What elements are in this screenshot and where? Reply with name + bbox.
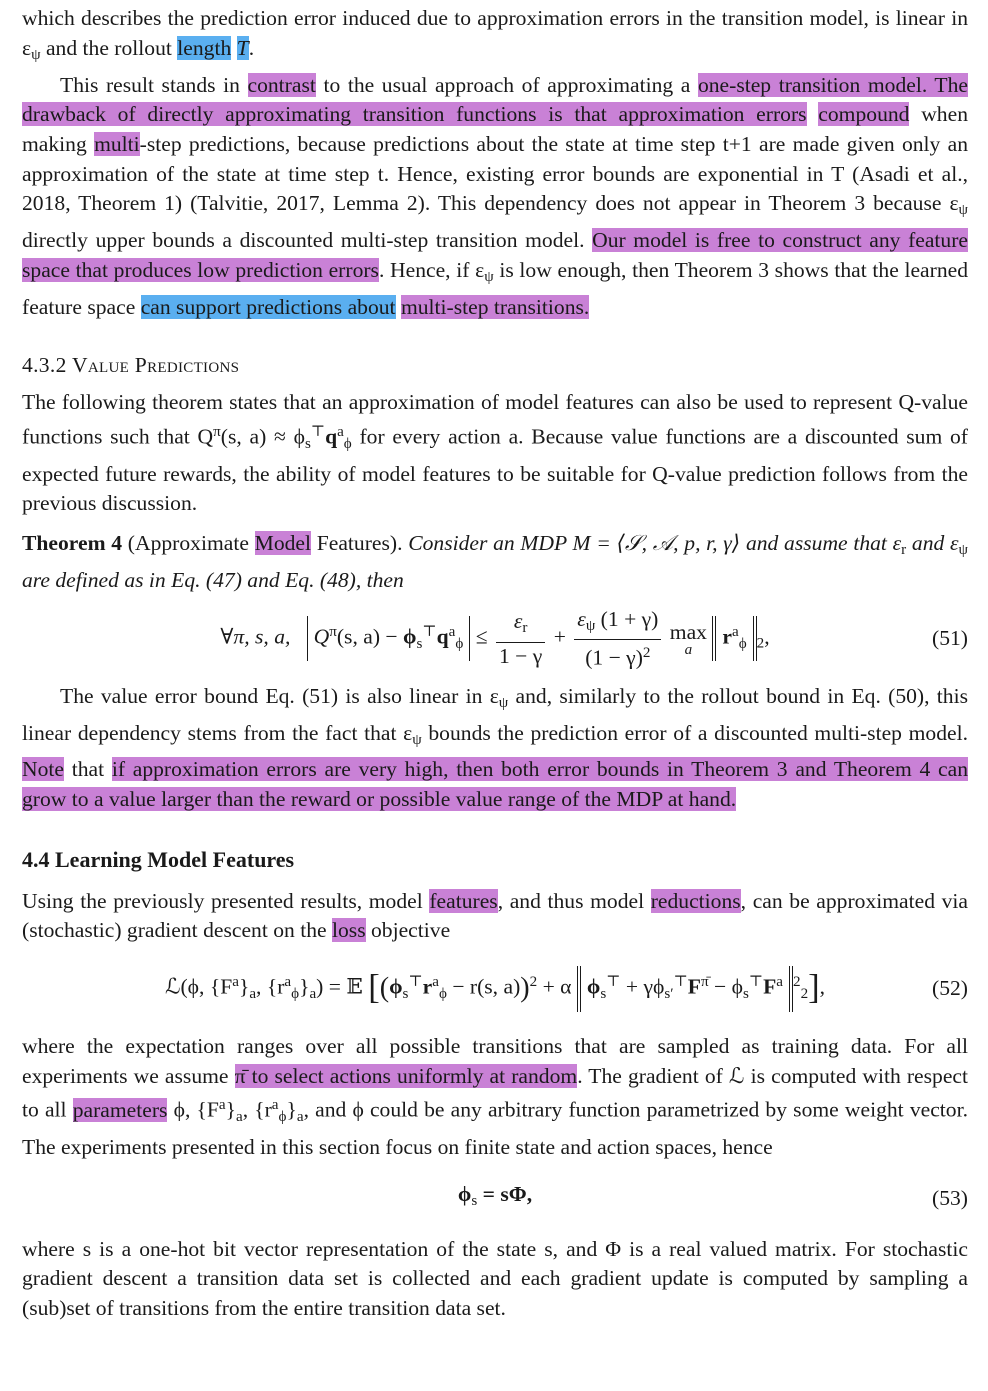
highlight-multi[interactable]: multi — [94, 132, 140, 157]
highlight-one-step[interactable]: one-step transition model. The drawback of directly approximating transition functions is that approximation errors — [22, 72, 968, 127]
highlight-loss[interactable]: loss — [332, 918, 366, 943]
paragraph-q-value: The following theorem states that an approximation of model features can also be used to represent Q-value functions such that $Q^\pi(s$, $a) \approx \phi_s^⊤q^a_\phi$ for every action a. Because value functions are a discounted sum of expected future rewards, the ability of model features to be suitable for Q-value prediction follows from the previous discussion. — [22, 390, 968, 516]
paragraph-expectation: where the expectation ranges over all possible transitions that are sampled as training data. For all experiments we assume π̄ to select actions uniformly at random. The gradient of ℒ is computed with respect to all parameters ϕ, $\{F^a\}_a$, $\{r^a_\phi\}_a$, and ϕ could be any arbitrary function parametrized by some weight vector. The experiments presented in this section focus on finite state and action spaces, hence — [22, 1033, 968, 1159]
highlight-parameters[interactable]: parameters — [72, 1097, 168, 1122]
highlight-uniform-policy[interactable]: π̄ to select actions uniformly at random — [234, 1063, 578, 1088]
equation-51: ∀π, s, a, $Q^\pi(s$, $a) - \phi_s^⊤q^a_\phi$ ≤ $\frac{\varepsilon_r}{1 - \gamma}$ + $\frac{\varepsilon_\psi (1 + \gamma)}{(1 - \gamma)^2}$ max a $r^a_\phi$ $_2$, (51) — [220, 607, 968, 670]
highlight-T[interactable]: T — [236, 35, 249, 60]
highlight-model[interactable]: Model — [254, 530, 312, 555]
abs-value: $Q^\pi(s$, $a) - \phi_s^⊤q^a_\phi$ — [307, 616, 471, 661]
paragraph-value-error: The value error bound Eq. (51) is also linear in $\varepsilon_\psi$ and, similarly to the rollout bound in Eq. (50), this linear dependency stems from the fact that $\varepsilon_\psi$ bounds the prediction error of a discounted multi-step model. Note that if approximation errors are very high, then both error bounds in Theorem 3 and Theorem 4 can grow to a value larger than the reward or possible value range of the MDP at hand. — [22, 683, 968, 812]
fraction-reward-error: $\frac{\varepsilon_r}{1 - \gamma}$ — [496, 608, 545, 668]
equation-53: $\phi_s = s\Phi$, (53) — [22, 1171, 968, 1227]
paragraph-loss: Using the previously presented results, model features, and thus model reductions, can be approximated via (stochastic) gradient descent on the loss objective — [22, 888, 968, 943]
section-heading-learning-model-features: 4.4 Learning Model Features — [22, 846, 295, 872]
theorem-label: Theorem 4 — [22, 530, 123, 555]
equation-52: ℒ(ϕ, $\{F^a\}_a$, $\{r^a_\phi\}_a$) = 𝔼 [($\phi_s^⊤r^a_\phi - r(s$, a))$^2$ + α $\phi_s^⊤ + \gamma\phi_{s'}^⊤F^{\pī} - \phi_s^⊤F^a$ $^2_2$], (52) — [22, 954, 968, 1024]
equation-number: (53) — [932, 1185, 968, 1210]
fraction-transition-error: $\frac{\varepsilon_\psi (1 + \gamma)}{(1 - \gamma)^2}$ — [574, 606, 661, 671]
paragraph-contrast: This result stands in contrast to the usual approach of approximating a one-step transition model. The drawback of directly approximating transition functions is that approximation errors compound when making multi-step predictions, because predictions about the state at time step t+1 are made given only an approximation of the state at time step t. Hence, existing error bounds are exponential in T (Asadi et al., 2018, Theorem 1) (Talvitie, 2017, Lemma 2). This dependency does not appear in Theorem 3 because $\varepsilon_\psi$ directly upper bounds a discounted multi-step transition model. Our model is free to construct any feature space that produces low prediction errors. Hence, if $\varepsilon_\psi$ is low enough, then Theorem 3 shows that the learned feature space can support predictions about multi-step transitions. — [22, 72, 969, 319]
section-heading-value-predictions: 4.3.2 Value Predictions — [22, 352, 240, 377]
highlight-if-approximation[interactable]: if approximation errors are very high, then both error bounds in Theorem 3 and Theorem 4 can grow to a value larger than the reward or possible value range of the MDP at hand. — [22, 757, 968, 812]
equation-number: (51) — [932, 625, 968, 650]
max-operator: max a — [669, 619, 707, 658]
highlight-compound[interactable]: compound — [818, 102, 910, 127]
highlight-length[interactable]: length — [177, 35, 232, 60]
norm: $r^a_\phi$ — [712, 616, 756, 661]
highlight-features[interactable]: features — [429, 888, 498, 913]
highlight-multi-step-transitions[interactable]: multi-step transitions. — [400, 294, 590, 319]
paragraph-one-hot: where s is a one-hot bit vector representation of the state s, and Φ is a real valued matrix. For stochastic gradient descent a transition data set is collected and each gradient update is computed by sampling a (sub)set of transitions from the entire transition data set. — [22, 1236, 968, 1320]
theorem-4: Theorem 4 (Approximate Model Features). Consider an MDP M = ⟨𝒮, 𝒜, p, r, γ⟩ and assume that $\varepsilon_r$ and $\varepsilon_\psi$ are defined as in Eq. (47) and Eq. (48), then — [22, 530, 968, 592]
norm-transition: $\phi_s^⊤ + \gamma\phi_{s'}^⊤F^{\pī} - \phi_s^⊤F^a$ — [577, 966, 793, 1011]
highlight-contrast[interactable]: contrast — [247, 72, 316, 97]
highlight-reductions[interactable]: reductions — [650, 888, 741, 913]
equation-number: (52) — [932, 976, 968, 1001]
paper-page — [22, 4, 968, 1324]
highlight-note[interactable]: Note — [22, 757, 64, 782]
highlight-our-model[interactable]: Our model is free to construct any feature space that produces low prediction errors — [22, 228, 969, 283]
paragraph-rollout-bound: which describes the prediction error induced due to approximation errors in the transition model, is linear in $\varepsilon_\psi$ and the rollout length T. — [22, 6, 968, 63]
highlight-can-support[interactable]: can support predictions about — [140, 294, 396, 319]
